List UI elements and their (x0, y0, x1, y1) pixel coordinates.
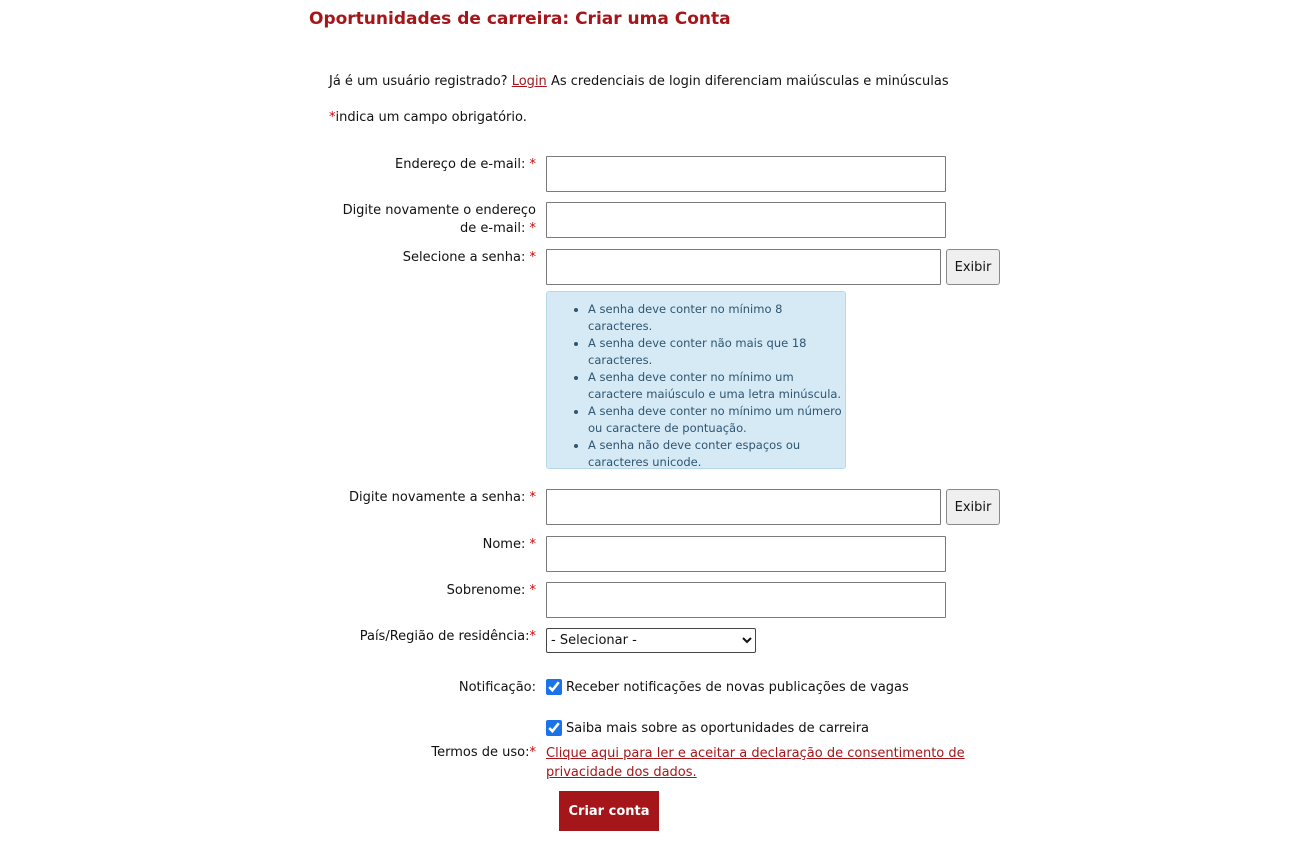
last-name-input[interactable] (546, 582, 946, 618)
case-sensitive-note: As credenciais de login diferenciam maiúsculas e minúsculas (550, 74, 949, 89)
password-input[interactable] (546, 249, 941, 285)
required-asterisk: * (529, 221, 536, 236)
required-field-note (329, 110, 527, 125)
password-rules-box (546, 291, 846, 469)
last-name-label (330, 582, 536, 600)
terms-label (330, 744, 536, 762)
password-confirm-label-text: Digite novamente a senha: (348, 490, 526, 505)
password-rule: • A senha não deve conter espaços ou caracteres unicode. (588, 437, 845, 471)
job-alerts-checkbox[interactable] (546, 679, 562, 695)
career-info-option[interactable] (546, 720, 869, 736)
password-label (330, 249, 536, 267)
required-asterisk: * (529, 583, 536, 598)
required-asterisk: * (529, 745, 536, 760)
password-confirm-input[interactable] (546, 489, 941, 525)
terms-label-text: Termos de uso: (431, 745, 530, 760)
first-name-label-text: Nome: (482, 537, 526, 552)
create-account-button[interactable]: Criar conta (559, 791, 659, 831)
email-label-text: Endereço de e-mail: (395, 157, 526, 172)
required-asterisk: * (529, 250, 536, 265)
career-info-checkbox[interactable] (546, 720, 562, 736)
required-note-text: indica um campo obrigatório. (335, 110, 527, 125)
password-rules-list (547, 292, 845, 471)
required-asterisk: * (529, 629, 536, 644)
country-label (330, 628, 536, 646)
password-rule: • A senha deve conter no mínimo um caractere maiúsculo e uma letra minúscula. (588, 369, 845, 403)
required-asterisk: * (529, 537, 536, 552)
notification-label: Notificação: (458, 680, 536, 695)
page-title: Oportunidades de carreira: Criar uma Conta (309, 9, 731, 29)
password-confirm-label (330, 489, 536, 507)
first-name-input[interactable] (546, 536, 946, 572)
email-confirm-label-text: Digite novamente o endereço de e-mail: (342, 203, 536, 236)
show-password-button[interactable]: Exibir (946, 249, 1000, 285)
country-select[interactable] (546, 628, 756, 653)
password-label-text: Selecione a senha: (402, 250, 526, 265)
required-asterisk: * (529, 490, 536, 505)
privacy-consent-link[interactable]: Clique aqui para ler e aceitar a declaração de consentimento de privacidade dos dados. (546, 746, 965, 780)
login-link[interactable]: Login (511, 74, 547, 89)
password-rule: • A senha deve conter não mais que 18 caracteres. (588, 335, 845, 369)
required-asterisk: * (329, 110, 336, 125)
password-rule: • A senha deve conter no mínimo um número ou caractere de pontuação. (588, 403, 845, 437)
login-prompt (329, 74, 949, 89)
email-input[interactable] (546, 156, 946, 192)
job-alerts-text: Receber notificações de novas publicações de vagas (566, 679, 909, 695)
email-confirm-input[interactable] (546, 202, 946, 238)
required-asterisk: * (529, 157, 536, 172)
job-alerts-option[interactable] (546, 679, 909, 695)
show-password-confirm-button[interactable]: Exibir (946, 489, 1000, 525)
first-name-label (330, 536, 536, 554)
email-label (330, 156, 536, 174)
country-label-text: País/Região de residência: (359, 629, 530, 644)
last-name-label-text: Sobrenome: (446, 583, 526, 598)
password-rule: • A senha deve conter no mínimo 8 caracteres. (588, 301, 845, 335)
login-prompt-text: Já é um usuário registrado? (329, 74, 508, 89)
email-confirm-label (330, 202, 536, 238)
career-info-text: Saiba mais sobre as oportunidades de carreira (566, 720, 870, 736)
